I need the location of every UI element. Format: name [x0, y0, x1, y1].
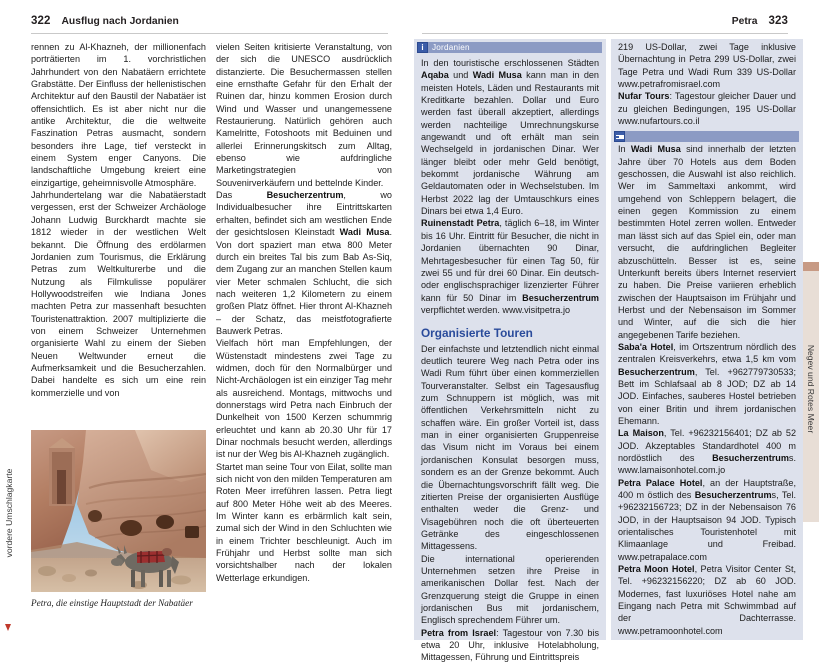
side-tab-left[interactable] [0, 400, 18, 630]
folio-left: 322 [31, 15, 51, 27]
paragraph: La Maison, Tel. +96232156401; DZ ab 52 JOD. Akzeptables Standardhotel 400 m nordöstlich des Besucherzentrums. www.lamaisonhotel.com.jo [618, 428, 797, 476]
paragraph: rennen zu Al-Khazneh, der millionenfach porträtierten im 1. vorchristlichen Jahrhundert von den Nabatäern errichtete Grabstätte. Der Einfluss der hellenistischen Architektur auf den Baustil der Nabatäer ist offensichtlich. Es ist aber nicht nur die antike Architektur, die die weltweite Faszination Petras ausmacht, sondern besonders ihre Lage, tief versteckt in einem System enger Canyons. Die landschaftliche Umgebung kreiert eine einzigartige, geheimnisvolle Atmosphäre. [31, 42, 206, 188]
paragraph: 219 US-Dollar, zwei Tage inklusive Übernachtung in Petra 299 US-Dollar, zwei Tage Petra und Wadi Rum 339 US-Dollar www.petrafromisrael.com [618, 42, 796, 90]
photo-figure [31, 430, 206, 610]
left-page-column-2 [216, 41, 392, 584]
paragraph: Die international operierenden Unternehmen setzen ihre Preise in amerikanischen Dollar fest. Nach der Grenzquerung steigt die Gruppe in einen jordanischen Bus mit jordanischem, Englisch sprechendem Führer um. [421, 553, 599, 626]
petra-photo [31, 430, 206, 592]
info-box-1-title: Jordanien [432, 43, 470, 52]
right-page-column-1 [421, 57, 599, 664]
header-rule-right [422, 33, 788, 34]
side-tab-left-label: vordere Umschlagkarte [4, 468, 14, 558]
paragraph: Petra Palace Hotel, an der Hauptstraße, 400 m östlich des Besucherzentrums, Tel. +96232156723; DZ in der Nebensaison 76 JOD, in der Hauptsaison 94 JOD. Typisch orientalisches Touristenhotel mit Klimaanlage und Freibad. www.petrapalace.com [618, 477, 797, 562]
paragraph: Nufar Tours: Tagestour gleicher Dauer und zu gleichen Bedingungen, 195 US-Dollar www.nufartours.co.il [618, 91, 796, 127]
paragraph: Der einfachste und letztendlich nicht einmal deutlich teurere Weg nach Petra oder ins Wadi Rum führt über einen kommerziellen Tourveranstalter. Selbst ein Tagesausflug zum Schnuppern ist möglich, was mit öffentlichen Verkehrsmitteln nicht zu schaffen wäre. Ein großer Vorteil ist, dass man in einer organisierten Gruppenreise das Visum nicht im Voraus bei einem jordanischen Konsulat besorgen muss, sondern es an der Grenze bekommt. Auch die Übernachtungsvorschrift fällt weg. Die zitierten Preise der organisierten Ausflüge enthalten weder die Grenz- und Visagebühren noch die oft überteuerten Getränke des eingeschlossenen Mittagessens. [421, 343, 599, 552]
folio-right: 323 [768, 15, 788, 27]
info-icon: i [417, 42, 428, 53]
paragraph: Jahrhundertelang war die Nabatäerstadt vergessen, erst der Schweizer Archäologe Johann Ludwig Burckhardt machte sie 1812 wieder in der westlichen Welt bekannt. Die Öffnung des erdölarmen Jordanien zum Tourismus, die Erklärung Petras zum Weltkulturerbe und die Nutzung als Filmkulisse populärer Hollywoodstreifen wie Indiana Jones machten Petra zur massenhaft besuchten Touristenattraktion. 2007 multiplizierte die von einem Schweizer Unternehmen organisierte Wahl zu einem der Sieben Neuen Weltwunder erneut die Aufmerksamkeit und die Besucherzahlen. Dabei handelte es sich um eine rein kommerzielle und von [31, 190, 206, 398]
paragraph: Das Besucherzentrum, wo Individualbesucher ihre Eintrittskarten erhalten, befindet sich am westlichen Ende der gesichtslosen Kleinstadt Wadi Musa. Von dort spaziert man etwa 800 Meter durch ein breites Tal bis zum Bab As-Siq, dem Zugang zur an manchen Stellen kaum vier Meter schmalen Schlucht, die sich nach weiteren 1,2 Kilometern zu einem großen Platz öffnet. Hier thront Al-Khazneh – der Schatz, das meistfotografierte Bauwerk Petras. [216, 190, 392, 336]
bookmark-marker-icon [5, 624, 11, 631]
left-page-column-1 [31, 41, 206, 399]
photo-illustration [31, 430, 206, 592]
paragraph: vielen Seiten kritisierte Veranstaltung, von der sich die UNESCO ausdrücklich distanzierte. Die Besuchermassen stellen eine ernsthafte Gefahr für den Erhalt der Ruinen dar, hinzu kommen Erosion durch Wind und Wasser und unangemessene Restaurierung. Natürlich gehören auch Kamelritte, Fotoshoots mit Beduinen und allerlei Erinnerungskitsch zum Alltag, ebenso wie aufdringliche Marketingstrategien von Souvenirverkäufern und bettelnde Kinder. [216, 42, 392, 188]
paragraph: Startet man seine Tour von Eilat, sollte man sich nicht von den milden Temperaturen am Roten Meer irreführen lassen. Petra liegt auf 800 Meter Höhe weit ab des Meeres. Im Winter kann es erbärmlich kalt sein, zumal sich der Wind in den Schluchten wie in einem Trichter beschleunigt. Auch im Frühjahr und Herbst sollte man sich vorsichtshalber nach der lokalen Wetterlage erkundigen. [216, 461, 392, 583]
side-tab-right[interactable] [803, 262, 819, 522]
running-head-right [422, 14, 788, 34]
photo-caption: Petra, die einstige Hauptstadt der Nabatäer [31, 598, 193, 608]
subheading-organisierte-touren: Organisierte Touren [421, 326, 533, 341]
paragraph: Ruinenstadt Petra, täglich 6–18, im Winter bis 16 Uhr. Eintritt für Besucher, die nicht in Jordanien übernachten 90 Dinar, Mehrtagesbesucher für einen Tag 50, für zwei 55 und für drei 60 Dinar. Ein deutsch- oder englischsprachiger lizenzierter Führer kann für 50 Dinar im Besucherzentrum verpflichtet werden. www.visitpetra.jo [421, 218, 599, 315]
paragraph: Vielfach hört man Empfehlungen, der Wüstenstadt mindestens zwei Tage zu widmen, doch für den Normalbürger und Nicht-Archäologen ist ein einziger Tag mehr als ausreichend. Montags, mittwochs und donnerstags wird Petra nach Einbruch der Dunkelheit von 1500 Kerzen schummrig erleuchtet und kann ab 20.30 Uhr für 17 Dinar nochmals besucht werden, allerdings ist nur der Weg bis Al-Khazneh zugänglich. [216, 338, 392, 460]
paragraph: Petra Moon Hotel, Petra Visitor Center St, Tel. +96232156220; DZ ab 60 JOD. Modernes, fast luxuriöses Hotel nahe am Eingang nach Petra mit Schwimmbad auf der Dachterrasse. www.petramoonhotel.com [618, 564, 796, 636]
header-rule-left [31, 33, 388, 34]
paragraph: Saba'a Hotel, im Ortszentrum nördlich des zentralen Kreisverkehrs, etwa 1,5 km vom Besucherzentrum, Tel. +962779730533; Bett im Schlafsaal ab 8 JOD; DZ ab 14 JOD. Einfaches, sauberes Hostel betrieben von einer Britin und ihrem jordanischen Ehemann. [618, 341, 797, 426]
paragraph: Petra from Israel: Tagestour von 7.30 bis etwa 20 Uhr, inklusive Hotelabholung, Mittagessen, Führung und Eintrittspreis [421, 627, 600, 663]
side-tab-right-label: Negev und Rotes Meer [806, 344, 816, 434]
running-head-left [31, 14, 388, 34]
running-title-left: Ausflug nach Jordanien [61, 16, 179, 27]
running-title-right: Petra [731, 16, 758, 27]
right-page-column-2 [618, 41, 796, 637]
page-left [0, 0, 410, 648]
paragraph: In Wadi Musa sind innerhalb der letzten Jahre über 70 Hotels aus dem Boden geschossen, die Auswahl ist also reichlich. Wer im Sammeltaxi ankommt, wird umgehend von Schleppern belagert, die einen gegen Kommission zu einem bestimmten Hotel zerren wollen. Entweder man lässt sich auf das Spiel ein, oder man versucht, die aufdringlichen Begleiter abzuschütteln. Besser ist es, seine Unterkunft bereits übers Internet reserviert zu haben. Die Preise variieren erheblich zwischen der Hauptsaison im Frühjahr und Herbst und der Nebensaison im Sommer und Winter, auf die sich die hier angegebenen Tarife beziehen. [618, 144, 796, 340]
paragraph: In den touristische erschlossenen Städten Aqaba und Wadi Musa kann man in den meisten Hotels, Läden und Restaurants mit Kreditkarte bezahlen. Dollar und Euro werden fast überall akzeptiert, allerdings werden nachteilige Umrechnungskurse angewandt und oft erhält man sein Wechselgeld in jordanischen Dinar. Wer länger bleibt oder mehr Geld benötigt, bekommt jordanische Währung am Geldautomaten oder in Wechselstuben. Im Herbst 2022 lag der Umtauschkurs eines Dinars bei etwa 1,4 Euro. [421, 58, 599, 217]
